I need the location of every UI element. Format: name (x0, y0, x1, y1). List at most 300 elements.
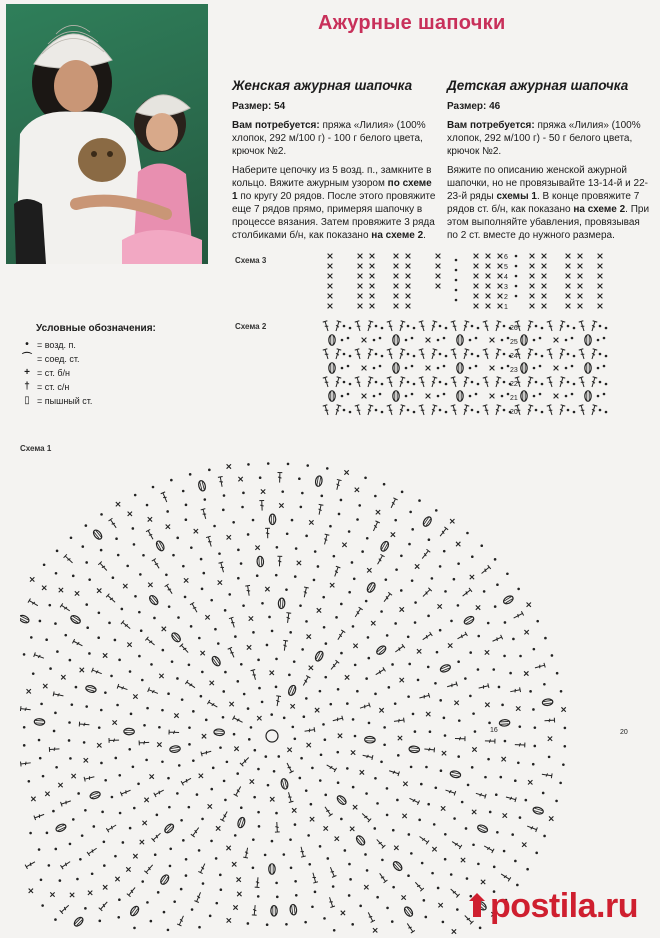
dc-stitch (324, 534, 329, 544)
sc-cross (166, 524, 170, 528)
sc-cross (27, 689, 31, 693)
chain-dot (152, 486, 155, 489)
chain-dot (79, 858, 82, 861)
sc-cross (205, 615, 209, 619)
chain-dot (40, 703, 43, 706)
chain-dot (247, 707, 250, 710)
chain-dot (457, 755, 460, 758)
chain-dot (386, 634, 389, 637)
dc-stitch (387, 405, 393, 415)
sc-cross (29, 889, 33, 893)
puff-stitch (457, 335, 463, 345)
dc-stitch (233, 716, 243, 723)
dc-stitch (464, 321, 469, 331)
women-hat-heading: Женская ажурная шапочка (232, 78, 413, 93)
sc-cross (238, 477, 242, 481)
chain-dot (141, 880, 144, 883)
chain-dot (464, 677, 467, 680)
chain-dot (294, 880, 297, 883)
chain-dot (308, 863, 311, 866)
dc-stitch (34, 814, 44, 820)
chain-dot (222, 509, 225, 512)
sc-cross (566, 294, 571, 299)
sc-cross (307, 634, 311, 638)
dc-stitch (452, 842, 462, 849)
chain-dot (367, 636, 370, 639)
chain-dot (319, 845, 322, 848)
dc-stitch (355, 607, 362, 617)
sc-cross (486, 254, 491, 259)
chain-dot (475, 337, 478, 340)
chain-dot (324, 676, 327, 679)
chain-dot (275, 658, 278, 661)
row-number: 2 (504, 294, 508, 301)
chain-dot (341, 367, 344, 370)
chain-dot (439, 353, 442, 356)
chain-dot (477, 383, 480, 386)
sc-cross (88, 891, 92, 895)
sc-cross (398, 736, 402, 740)
sc-cross (542, 264, 547, 269)
sc-cross (566, 304, 571, 309)
dc-stitch (329, 897, 335, 907)
chain-dot (507, 393, 510, 396)
chain-dot (408, 543, 411, 546)
puff-stitch (329, 363, 335, 373)
chain-dot (535, 353, 538, 356)
sc-cross (370, 294, 375, 299)
puff-stitch (585, 335, 591, 345)
dc-stitch (92, 668, 102, 674)
dc-stitch (451, 889, 460, 898)
sc-cross (128, 512, 132, 516)
chain-dot (343, 381, 346, 384)
chain-dot (492, 668, 495, 671)
puff-stitch (585, 363, 591, 373)
dc-stitch (28, 598, 38, 605)
chain-dot (39, 757, 42, 760)
row-number: 1 (504, 304, 508, 311)
chain-dot (114, 757, 117, 760)
chain-dot (240, 663, 243, 666)
sc-cross (530, 294, 535, 299)
dc-stitch (252, 905, 257, 915)
chain-dot (81, 834, 84, 837)
chain-dot (375, 381, 378, 384)
dc-stitch (592, 377, 597, 387)
chain-dot (535, 852, 538, 855)
row-number: 26 (510, 325, 518, 332)
puff-stitch (211, 655, 222, 667)
legend-item: + = ст. б/н (24, 367, 71, 378)
sc-cross (498, 304, 503, 309)
chain-dot (185, 504, 188, 507)
sc-cross (485, 703, 489, 707)
chain-dot (163, 911, 166, 914)
sc-cross (360, 770, 364, 774)
dc-stitch (109, 738, 119, 743)
chain-dot (91, 872, 94, 875)
chain-dot (348, 863, 351, 866)
sc-cross (59, 588, 63, 592)
chain-dot (248, 738, 251, 741)
sc-cross (358, 254, 363, 259)
chain-dot (224, 671, 227, 674)
puff-stitch (521, 363, 527, 373)
dc-stitch (277, 556, 282, 566)
chain-dot (475, 365, 478, 368)
puff-stitch (521, 335, 527, 345)
chain-dot (129, 827, 132, 830)
chain-dot (219, 746, 222, 749)
chain-dot (324, 738, 327, 741)
chain-dot (215, 902, 218, 905)
chain-dot (323, 626, 326, 629)
puff-stitch (392, 860, 404, 872)
sc-cross (234, 747, 238, 751)
chain-dot (539, 393, 542, 396)
chain-dot (407, 353, 410, 356)
sc-cross (133, 854, 137, 858)
chain-dot (240, 806, 243, 809)
chain-dot (314, 891, 317, 894)
hat-photo (6, 4, 208, 264)
dc-stitch (84, 776, 94, 781)
chain-dot (456, 908, 459, 911)
puff-stitch (457, 391, 463, 401)
puff-stitch (69, 614, 81, 625)
dc-stitch (278, 472, 283, 482)
sc-cross (328, 274, 333, 279)
dc-stitch (463, 588, 472, 596)
chain-dot (271, 840, 274, 843)
chain-dot (170, 479, 173, 482)
dc-stitch (419, 349, 425, 359)
puff-stitch (163, 823, 175, 835)
dc-stitch (368, 349, 373, 359)
sc-cross (157, 742, 161, 746)
chain-dot (182, 490, 185, 493)
chain-dot (100, 709, 103, 712)
sc-cross (232, 862, 236, 866)
chain-dot (535, 325, 538, 328)
sc-cross (70, 893, 74, 897)
chain-dot (243, 693, 246, 696)
chain-dot (212, 767, 215, 770)
dc-stitch (259, 500, 264, 510)
chain-dot (108, 622, 111, 625)
kids-hat-heading: Детская ажурная шапочка (447, 78, 629, 93)
sc-cross (598, 294, 603, 299)
dc-stitch (60, 905, 69, 913)
chain-dot (533, 367, 536, 370)
kids-size: Размер: 46 (447, 101, 501, 112)
puff-stitch (124, 728, 135, 735)
chain-dot (349, 383, 352, 386)
dc-stitch (464, 405, 469, 415)
chain-dot (573, 327, 576, 330)
sc-cross (415, 564, 419, 568)
chain-dot (299, 604, 302, 607)
chain-dot (281, 490, 284, 493)
sc-cross (486, 264, 491, 269)
chain-dot (435, 509, 438, 512)
chain-dot (501, 704, 504, 707)
chain-dot (375, 353, 378, 356)
chain-dot (270, 713, 273, 716)
chain-dot (562, 763, 565, 766)
chain-dot (353, 577, 356, 580)
chain-dot (71, 703, 74, 706)
puff-stitch (287, 684, 297, 696)
sc-cross (566, 264, 571, 269)
chain-dot (201, 671, 204, 674)
chain-dot (539, 365, 542, 368)
dc-stitch (440, 527, 448, 536)
chain-dot (138, 655, 141, 658)
chain-dot (418, 499, 421, 502)
sc-cross (133, 694, 137, 698)
chain-dot (338, 513, 341, 516)
chain-dot (52, 810, 55, 813)
puff-stitch (269, 864, 275, 874)
chain-dot (534, 726, 537, 729)
chain-dot (493, 866, 496, 869)
dc-stitch (496, 405, 501, 415)
puff-stitch (457, 363, 463, 373)
chain-dot (599, 325, 602, 328)
chain-dot (517, 588, 520, 591)
chain-dot (333, 929, 336, 932)
chain-dot (424, 916, 427, 919)
chain-dot (141, 679, 144, 682)
dc-stitch (360, 703, 370, 709)
chain-dot (117, 916, 120, 919)
dc-stitch (49, 747, 59, 752)
chain-dot (392, 886, 395, 889)
chain-dot (373, 827, 376, 830)
sc-cross (353, 644, 357, 648)
chain-dot (348, 530, 351, 533)
kids-hat-column (447, 78, 652, 248)
dc-stitch (61, 801, 71, 807)
chain-dot (259, 476, 262, 479)
dc-stitch (234, 787, 241, 797)
sc-cross (290, 704, 294, 708)
sc-cross (474, 284, 479, 289)
chain-dot (118, 659, 121, 662)
sc-cross (202, 734, 206, 738)
chain-dot (143, 724, 146, 727)
chain-dot (133, 543, 136, 546)
sc-cross (148, 517, 152, 521)
chain-dot (252, 519, 255, 522)
sc-cross (406, 284, 411, 289)
sc-cross (578, 294, 583, 299)
chain-dot (210, 840, 213, 843)
chain-dot (532, 763, 535, 766)
dc-stitch (336, 349, 341, 359)
chain-dot (265, 755, 268, 758)
chain-dot (55, 572, 58, 575)
sc-cross (292, 808, 296, 812)
chain-dot (533, 648, 536, 651)
chain-dot (477, 863, 480, 866)
chain-dot (367, 657, 370, 660)
chain-dot (605, 383, 608, 386)
chain-dot (306, 464, 309, 467)
chain-dot (418, 819, 421, 822)
chain-dot (185, 518, 188, 521)
chain-dot (277, 755, 280, 758)
sc-cross (265, 587, 269, 591)
chain-dot (405, 339, 408, 342)
sc-cross (403, 782, 407, 786)
sc-cross (227, 464, 231, 468)
sc-cross (370, 284, 375, 289)
chain-dot (560, 690, 563, 693)
chain-dot (605, 355, 608, 358)
puff-stitch (269, 514, 275, 524)
sc-cross (342, 543, 346, 547)
chain-dot (285, 588, 288, 591)
chain-dot (411, 337, 414, 340)
sc-cross (490, 394, 495, 399)
chain-dot (386, 907, 389, 910)
chain-dot (453, 817, 456, 820)
sc-cross (330, 583, 334, 587)
chain-dot (444, 858, 447, 861)
dc-stitch (514, 611, 524, 618)
chain-dot (386, 787, 389, 790)
sc-cross (126, 867, 130, 871)
chain-dot (326, 857, 329, 860)
chain-dot (405, 367, 408, 370)
scheme-2-chart (318, 318, 608, 430)
chain-dot (305, 535, 308, 538)
legend-item: ▯ = пышный ст. (24, 395, 93, 406)
dc-stitch (72, 639, 82, 646)
chain-dot (161, 709, 164, 712)
chain-dot (153, 617, 156, 620)
legend (20, 322, 156, 408)
chain-dot (214, 628, 217, 631)
chain-dot (472, 712, 475, 715)
chain-dot (471, 409, 474, 412)
sc-cross (516, 706, 520, 710)
sc-cross (358, 284, 363, 289)
chain-dot (472, 843, 475, 846)
chain-dot (271, 630, 274, 633)
sc-cross (270, 671, 274, 675)
chain-dot (541, 327, 544, 330)
dc-stitch (305, 727, 315, 732)
sc-cross (367, 568, 371, 572)
sc-cross (486, 284, 491, 289)
chain-dot (487, 758, 490, 761)
chain-dot (471, 555, 474, 558)
chain-dot (185, 874, 188, 877)
chain-dot (146, 901, 149, 904)
scheme-3-chart (318, 250, 608, 314)
dc-stitch (190, 602, 197, 612)
chain-dot (543, 835, 546, 838)
chain-dot (220, 888, 223, 891)
chain-dot (439, 565, 442, 568)
chain-dot (289, 838, 292, 841)
chain-dot (40, 878, 43, 881)
chain-dot (250, 726, 253, 729)
dc-stitch (287, 763, 294, 773)
chain-dot (98, 920, 101, 923)
chain-dot (167, 777, 170, 780)
chain-dot (290, 867, 293, 870)
puff-stitch (329, 335, 335, 345)
chain-dot (469, 695, 472, 698)
dc-stitch (419, 321, 425, 331)
puff-stitch (329, 391, 335, 401)
dc-stitch (400, 377, 405, 387)
chain-dot (240, 562, 243, 565)
sc-cross (426, 366, 431, 371)
chain-dot (304, 921, 307, 924)
sc-cross (441, 806, 445, 810)
legend-item: ⌒ = соед. ст. (22, 353, 80, 364)
chain-dot (479, 927, 482, 930)
sc-cross (474, 274, 479, 279)
chain-dot (366, 869, 369, 872)
chain-dot (340, 652, 343, 655)
chain-dot (295, 547, 298, 550)
chain-dot (477, 668, 480, 671)
chain-dot (410, 766, 413, 769)
chain-dot (293, 660, 296, 663)
chain-dot (23, 726, 26, 729)
chain-dot (381, 411, 384, 414)
chain-dot (405, 395, 408, 398)
chain-dot (288, 674, 291, 677)
chain-dot (134, 595, 137, 598)
sc-cross (229, 702, 233, 706)
chain-dot (119, 812, 122, 815)
sc-cross (454, 701, 458, 705)
chain-dot (177, 616, 180, 619)
chain-dot (337, 688, 340, 691)
legend-heading: Условные обозначения: (36, 323, 156, 334)
chain-dot (564, 727, 567, 730)
chain-dot (555, 800, 558, 803)
chain-dot (137, 782, 140, 785)
chain-dot (411, 365, 414, 368)
chain-dot (412, 713, 415, 716)
chain-dot (48, 604, 51, 607)
dc-stitch (240, 757, 249, 766)
chain-dot (320, 495, 323, 498)
sc-cross (226, 846, 230, 850)
chain-dot (154, 853, 157, 856)
chain-dot (283, 853, 286, 856)
chain-dot (376, 802, 379, 805)
chain-dot (567, 409, 570, 412)
dc-stitch (109, 518, 117, 528)
chain-dot (218, 552, 221, 555)
chain-dot (133, 807, 136, 810)
chain-dot (132, 765, 135, 768)
puff-stitch (477, 824, 489, 834)
chain-dot (597, 339, 600, 342)
dc-stitch (493, 635, 503, 641)
sc-cross (598, 304, 603, 309)
